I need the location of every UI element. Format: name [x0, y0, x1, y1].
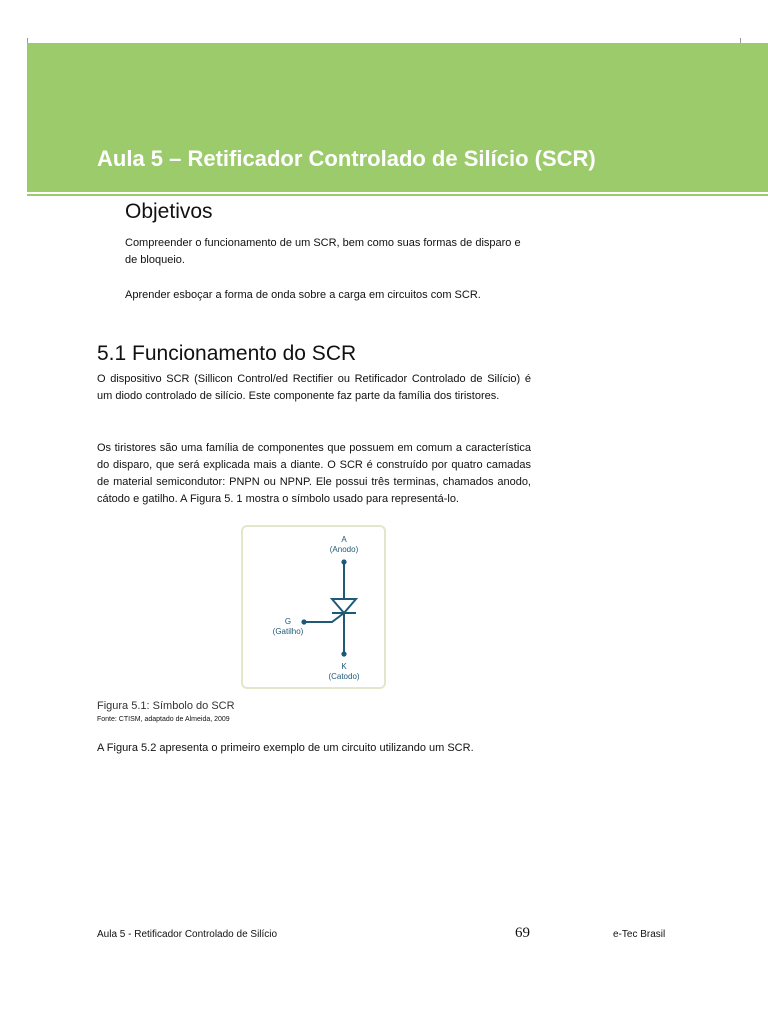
cathode-letter: K: [341, 662, 347, 671]
section-heading: 5.1 Funcionamento do SCR: [97, 342, 357, 365]
scr-symbol-figure: [241, 525, 386, 689]
anode-letter: A: [341, 535, 347, 544]
objective-item: Aprender esboçar a forma de onda sobre a carga em circuitos com SCR.: [125, 289, 481, 301]
scr-symbol-diagram: [243, 527, 388, 691]
body-paragraph: Os tiristores são uma família de componentes que possuem em comum a característica do disparo, que será explicada mais a diante. O SCR é construído por quatro camadas de material semicondutor: PNPN ou NPNP. Ele possui três terminas, chamados anodo, cátodo e gatilho. A Figura 5. 1 mostra o símbolo usado para representá-lo.: [97, 442, 531, 505]
gate-name: (Gatilho): [272, 627, 304, 636]
gate-terminal: [301, 619, 306, 624]
page-title: Aula 5 – Retificador Controlado de Silício (SCR): [97, 146, 596, 171]
body-paragraph: A Figura 5.2 apresenta o primeiro exemplo de um circuito utilizando um SCR.: [97, 742, 474, 754]
cathode-terminal: [341, 651, 346, 656]
scr-diode-triangle: [332, 599, 356, 613]
cathode-name: (Catodo): [328, 672, 360, 681]
gate-letter: G: [284, 617, 292, 626]
gate-lead: [304, 613, 344, 622]
figure-source: Fonte: CTISM, adaptado de Almeida, 2009: [97, 716, 230, 723]
objectives-heading: Objetivos: [125, 200, 213, 223]
objective-item: Compreender o funcionamento de um SCR, bem como suas formas de disparo e de bloqueio.: [125, 237, 521, 266]
footer-brand: e-Tec Brasil: [613, 929, 666, 940]
body-paragraph: O dispositivo SCR (Sillicon Control/ed Rectifier ou Retificador Controlado de Silício) é um diodo controlado de silício. Este componente faz parte da família dos tiristores.: [97, 373, 531, 402]
anode-name: (Anodo): [329, 545, 359, 554]
figure-caption: Figura 5.1: Símbolo do SCR: [97, 700, 235, 712]
footer-chapter: Aula 5 - Retificador Controlado de Silício: [97, 929, 278, 940]
header-divider: [27, 194, 768, 196]
page-number: 69: [515, 925, 530, 941]
